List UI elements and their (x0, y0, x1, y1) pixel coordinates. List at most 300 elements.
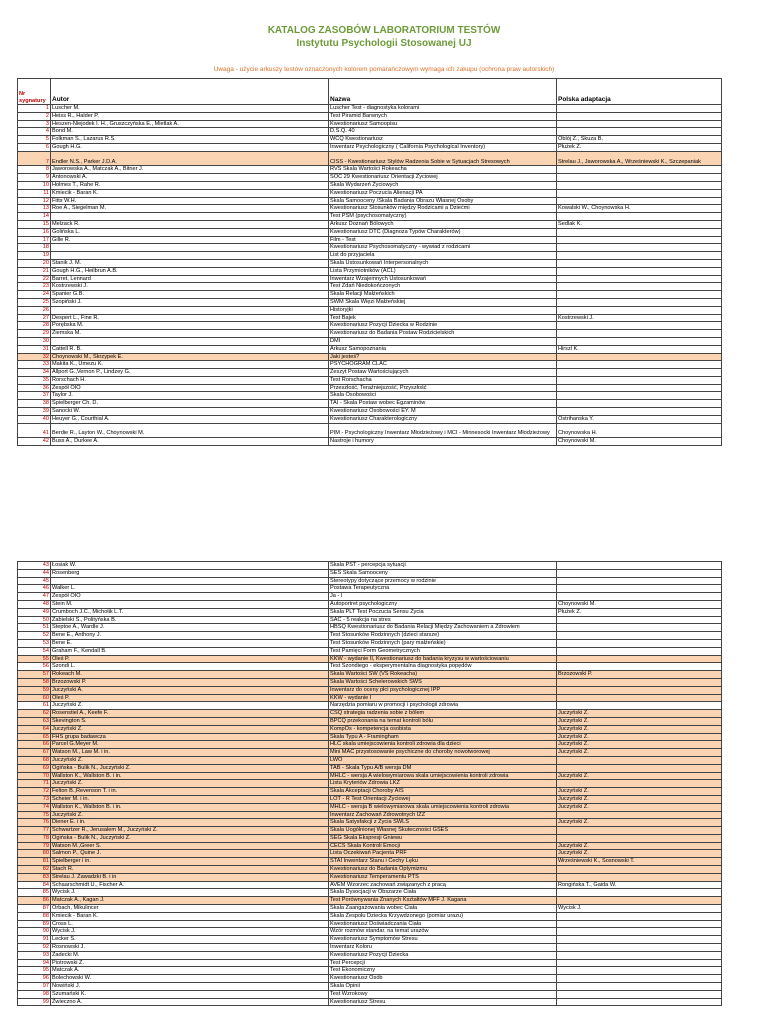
cell-polish-adaptation (557, 889, 722, 897)
cell-author: Bolechowski W. (51, 975, 329, 983)
cell-number: 96 (18, 975, 51, 983)
cell-name: Test Percepcji (329, 959, 557, 967)
cell-name: LWO (329, 756, 557, 764)
table-row (18, 959, 722, 967)
cell-name: Test PSM (psychosomatyczny) (329, 213, 557, 221)
cell-name: Skala Satysfakcji z Życia SWLS (329, 819, 557, 827)
cell-polish-adaptation: Juczyński Z. (557, 733, 722, 741)
cell-polish-adaptation (557, 663, 722, 671)
cell-name: Narzędzia pomiaru w promocji i psychologii zdrowia (329, 702, 557, 710)
table-row (18, 267, 722, 275)
cell-name: Inwentarz Koloru (329, 944, 557, 952)
cell-number: 37 (18, 392, 51, 400)
cell-number: 75 (18, 811, 51, 819)
cell-author: Rosenberg (51, 569, 329, 577)
cell-author: Skevington S. (51, 717, 329, 725)
cell-polish-adaptation (557, 392, 722, 400)
cell-polish-adaptation (557, 990, 722, 998)
cell-name: Inwentarz Psychologiczny ( California Psychological Inventory) (329, 143, 557, 151)
cell-author: Zwieczno A. (51, 998, 329, 1006)
cell-name: Inwentarz Wzajemnych Ustosunkowań (329, 275, 557, 283)
cell-number: 59 (18, 686, 51, 694)
cell-number: 94 (18, 959, 51, 967)
table-row (18, 990, 722, 998)
cell-number: 1 (18, 105, 51, 113)
cell-number: 3 (18, 120, 51, 128)
cell-name: Lista Przymiotników (ACL) (329, 267, 557, 275)
table-row (18, 733, 722, 741)
cell-author: Gough H.G., Heilbrun A.B. (51, 267, 329, 275)
cell-polish-adaptation (557, 897, 722, 905)
cell-polish-adaptation (557, 408, 722, 416)
cell-number: 15 (18, 220, 51, 228)
cell-number: 58 (18, 678, 51, 686)
cell-name: Jaki jesteś? (329, 353, 557, 361)
cell-number: 89 (18, 920, 51, 928)
cell-number: 86 (18, 897, 51, 905)
cell-name: Test Ekonomiczny (329, 967, 557, 975)
cell-author (51, 337, 329, 345)
cell-polish-adaptation: Choynowska H. (557, 423, 722, 438)
cell-name: LOT - R Test Orientacji Życiowej (329, 795, 557, 803)
table-row (18, 663, 722, 671)
cell-name: BPCQ przekonania na temat kontroli bólu (329, 717, 557, 725)
cell-name: TAI - Skala Postaw wobec Egzaminów (329, 400, 557, 408)
table-row (18, 291, 722, 299)
cell-polish-adaptation (557, 353, 722, 361)
cell-polish-adaptation: Sedlak K. (557, 220, 722, 228)
table-row (18, 686, 722, 694)
cell-polish-adaptation (557, 275, 722, 283)
table-row (18, 850, 722, 858)
cell-polish-adaptation (557, 181, 722, 189)
cell-number: 73 (18, 795, 51, 803)
cell-name: Skala Relacji Małżeńskich (329, 291, 557, 299)
cell-author: Orbach, Mikulincer (51, 905, 329, 913)
cell-name: HLC skala umiejscowienia kontroli zdrowia dla dzieci (329, 741, 557, 749)
cell-author: Juczyński Z. (51, 780, 329, 788)
cell-author: Barret, Lennard (51, 275, 329, 283)
cell-name: PIM - Psychologiczny Inwentarz Młodzieżowy i MCI - Minnesocki Inwentarz Młodzieżowy (329, 423, 557, 438)
cell-name: PSYCHOGRAM CLAC (329, 361, 557, 369)
cell-polish-adaptation: Wycisk J. (557, 905, 722, 913)
cell-author: Bond M. (51, 128, 329, 136)
cell-name: Kwestionariusz DTC (Diagnoza Typów Charakterów) (329, 228, 557, 236)
table-row (18, 897, 722, 905)
catalog-table-part1 (17, 78, 722, 446)
table-row (18, 803, 722, 811)
cell-author: Steptoe A., Wardle J. (51, 624, 329, 632)
cell-author: Juczyński A. (51, 686, 329, 694)
cell-number: 54 (18, 647, 51, 655)
cell-name: Skala Samooceny /Skala Badania Obrazu Własnej Osoby (329, 197, 557, 205)
table-row (18, 244, 722, 252)
cell-name: SAC - 5 reakcja na stres (329, 616, 557, 624)
cell-author: Wallston K., Wallston B. i in. (51, 772, 329, 780)
cell-author: Zadecki M. (51, 951, 329, 959)
cell-name: Test Wzrokowy (329, 990, 557, 998)
cell-author: Rokeach M. (51, 671, 329, 679)
cell-name: Zeszyt Postaw Wartościujących (329, 369, 557, 377)
cell-name: Test Pamięci Form Geometrycznych (329, 647, 557, 655)
cell-polish-adaptation: Juczyński Z. (557, 819, 722, 827)
cell-name: Skala Zespołu Dziecka Krzywdzonego (pomiar urazu) (329, 912, 557, 920)
table-row (18, 181, 722, 189)
cell-name: WCQ Kwestionariusz (329, 136, 557, 144)
table-body-part1 (18, 105, 722, 446)
table-row (18, 827, 722, 835)
cell-number: 50 (18, 616, 51, 624)
table-row (18, 361, 722, 369)
cell-author: Porębska M. (51, 322, 329, 330)
column-header-name: Nazwa (329, 79, 557, 105)
cell-number: 83 (18, 873, 51, 881)
cell-polish-adaptation (557, 983, 722, 991)
cell-author: Matczak A. (51, 967, 329, 975)
cell-number: 5 (18, 136, 51, 144)
cell-number: 9 (18, 174, 51, 182)
cell-polish-adaptation (557, 702, 722, 710)
column-header-polish-adaptation: Polska adaptacja (557, 79, 722, 105)
cell-author: Ogińska - Bulik N., Juczyński Z. (51, 834, 329, 842)
column-header-number: Nr sygnatury (18, 79, 51, 105)
cell-polish-adaptation (557, 827, 722, 835)
cell-polish-adaptation (557, 291, 722, 299)
cell-polish-adaptation (557, 873, 722, 881)
cell-name: Kwestionariusz Charakterologiczny (329, 415, 557, 423)
cell-polish-adaptation: Płużek Z. (557, 143, 722, 151)
cell-number: 68 (18, 756, 51, 764)
cell-author: Choynowski M., Skrzypek E. (51, 353, 329, 361)
table-row (18, 905, 722, 913)
table-row (18, 873, 722, 881)
cell-polish-adaptation (557, 112, 722, 120)
cell-number: 62 (18, 710, 51, 718)
cell-name: Autoportret psychologiczny (329, 600, 557, 608)
cell-name: Kwestionariusz Stresu (329, 998, 557, 1006)
table-row (18, 912, 722, 920)
cell-name: SES Skala Samooceny (329, 569, 557, 577)
cell-number: 60 (18, 694, 51, 702)
cell-author: Kostrzewski J. (51, 283, 329, 291)
cell-name: Lista Kryteriów Zdrowia LKZ (329, 780, 557, 788)
cell-author: Folkman S., Lazarus R.S. (51, 136, 329, 144)
cell-name: KompOs - kompetencja osobista (329, 725, 557, 733)
cell-name: Skala Uogólnionej Własnej Skuteczności GSES (329, 827, 557, 835)
cell-number: 77 (18, 827, 51, 835)
table-row (18, 189, 722, 197)
cell-number: 85 (18, 889, 51, 897)
cell-number: 16 (18, 228, 51, 236)
cell-number: 24 (18, 291, 51, 299)
cell-name: Skala Osobowości (329, 392, 557, 400)
cell-name: Postawa Terapeutyczna (329, 585, 557, 593)
cell-number: 67 (18, 749, 51, 757)
cell-author: Felton B.,Revenson T. i in. (51, 788, 329, 796)
cell-name: Inwentarz do oceny płci psychologicznej IPP (329, 686, 557, 694)
cell-polish-adaptation (557, 376, 722, 384)
cell-name: Kwestionariusz Samoopisu (329, 120, 557, 128)
table-row (18, 228, 722, 236)
table-row (18, 275, 722, 283)
cell-name: Skala Typu A - Framingham (329, 733, 557, 741)
cell-author: Juczyński Z. (51, 811, 329, 819)
cell-name: AVEM Wzorzec zachowań związanych z pracą (329, 881, 557, 889)
cell-polish-adaptation (557, 120, 722, 128)
cell-author: Spielberger Ch. D. (51, 400, 329, 408)
table-row (18, 764, 722, 772)
cell-author: Rosnowski J. (51, 944, 329, 952)
cell-number: 34 (18, 369, 51, 377)
cell-polish-adaptation (557, 866, 722, 874)
cell-number: 40 (18, 415, 51, 423)
cell-number: 38 (18, 400, 51, 408)
cell-polish-adaptation (557, 252, 722, 260)
table-row (18, 166, 722, 174)
cell-author: Oleś P. (51, 655, 329, 663)
table-row (18, 298, 722, 306)
cell-author: Heuyer G., Courthial A. (51, 415, 329, 423)
cell-polish-adaptation (557, 213, 722, 221)
cell-polish-adaptation (557, 228, 722, 236)
cell-polish-adaptation: Juczyński Z. (557, 725, 722, 733)
cell-author: Schwartzer R., Jerusalem M., Juczyński Z. (51, 827, 329, 835)
cell-polish-adaptation: Juczyński Z. (557, 710, 722, 718)
cell-number: 36 (18, 384, 51, 392)
cell-polish-adaptation: Strelau J., Jaworowska A., Wrześniewski K., Szczepaniak (557, 151, 722, 166)
cell-number: 44 (18, 569, 51, 577)
cell-name: Test Piramid Barwnych (329, 112, 557, 120)
table-row (18, 951, 722, 959)
table-row (18, 376, 722, 384)
table-row (18, 866, 722, 874)
cell-name: Skala Ustosunkowań Interpersonalnych (329, 259, 557, 267)
cell-number: 11 (18, 189, 51, 197)
cell-name: Test Porównywania Znanych Kształtów MFF J. Kagana (329, 897, 557, 905)
cell-author: Despert L., Fine R. (51, 314, 329, 322)
cell-polish-adaptation (557, 306, 722, 314)
cell-name: Test Szondiego - eksperymentalna diagnostyka popędów (329, 663, 557, 671)
cell-polish-adaptation: Kostrzewski J. (557, 314, 722, 322)
table-row (18, 780, 722, 788)
cell-polish-adaptation: Juczyński Z. (557, 803, 722, 811)
cell-author: Stach R. (51, 866, 329, 874)
cell-name: Test Rorschacha (329, 376, 557, 384)
cell-name: Przeszłość, Teraźniejszość, Przyszłość (329, 384, 557, 392)
cell-number: 56 (18, 663, 51, 671)
cell-polish-adaptation: Juczyński Z. (557, 788, 722, 796)
cell-author: Spanier G.B. (51, 291, 329, 299)
cell-polish-adaptation: Juczyński Z. (557, 717, 722, 725)
cell-polish-adaptation (557, 585, 722, 593)
table-row (18, 128, 722, 136)
cell-number: 43 (18, 562, 51, 570)
table-row (18, 717, 722, 725)
table-body-part2 (18, 562, 722, 1006)
table-row (18, 345, 722, 353)
cell-name: Historyjki (329, 306, 557, 314)
cell-author: Luscher M. (51, 105, 329, 113)
cell-author: Strelau J. Zawadzki B. i in (51, 873, 329, 881)
cell-name: Kwestionariusz Pozycji Dziecka w Rodzinie (329, 322, 557, 330)
cell-name: Test Zdań Niedokończonych (329, 283, 557, 291)
cell-author: Kmiecik - Baran K. (51, 912, 329, 920)
cell-polish-adaptation (557, 128, 722, 136)
cell-number: 35 (18, 376, 51, 384)
table-row (18, 632, 722, 640)
cell-number: 25 (18, 298, 51, 306)
cell-author: Juczyński Z. (51, 702, 329, 710)
table-row (18, 749, 722, 757)
cell-number: 32 (18, 353, 51, 361)
cell-author: Ogińska - Bulik N., Juczyński Z. (51, 764, 329, 772)
cell-author: Piotrowski Z. (51, 959, 329, 967)
cell-name: Skala Wartości SW (VS Rokeacha) (329, 671, 557, 679)
cell-author: Watson M., Law M. i in. (51, 749, 329, 757)
cell-polish-adaptation (557, 975, 722, 983)
table-row (18, 384, 722, 392)
cell-polish-adaptation: Hirszl K. (557, 345, 722, 353)
table-row (18, 694, 722, 702)
cell-number: 17 (18, 236, 51, 244)
cell-author: Buss A., Durkee A. (51, 438, 329, 446)
table-row (18, 593, 722, 601)
cell-number: 49 (18, 608, 51, 616)
cell-author: Nowiński J. (51, 983, 329, 991)
cell-author: FHS grupa badawcza (51, 733, 329, 741)
cell-number: 97 (18, 983, 51, 991)
cell-polish-adaptation (557, 639, 722, 647)
cell-number: 10 (18, 181, 51, 189)
cell-number: 52 (18, 632, 51, 640)
table-row (18, 647, 722, 655)
cell-polish-adaptation (557, 686, 722, 694)
cell-author (51, 244, 329, 252)
catalog-subtitle: Instytutu Psychologii Stosowanej UJ (296, 38, 472, 49)
cell-name: SOC 29 Kwestionariusz Orientacji Życiowej (329, 174, 557, 182)
cell-name: SEG Skala Ekspresji Gniewu (329, 834, 557, 842)
cell-polish-adaptation: Juczyński Z. (557, 795, 722, 803)
cell-number: 7 (18, 151, 51, 166)
copyright-notice: Uwaga - użycie arkuszy testów oznaczonych kolorem pomarańczowym wymaga ich zakupu (ochrona praw autorskich) (213, 66, 555, 73)
cell-number: 51 (18, 624, 51, 632)
table-row (18, 423, 722, 438)
cell-name: D.S.Q. 40 (329, 128, 557, 136)
cell-author: Spielberger i in. (51, 858, 329, 866)
cell-author: Wallston K., Wallston B. i in. (51, 803, 329, 811)
cell-polish-adaptation (557, 593, 722, 601)
table-row (18, 151, 722, 166)
cell-author: Wycisk J. (51, 889, 329, 897)
cell-name: Skala Opinii (329, 983, 557, 991)
cell-name: List do przyjaciela (329, 252, 557, 260)
cell-polish-adaptation (557, 834, 722, 842)
cell-number: 55 (18, 655, 51, 663)
cell-author: Fitts W.H. (51, 197, 329, 205)
cell-polish-adaptation (557, 678, 722, 686)
cell-polish-adaptation (557, 647, 722, 655)
cell-name: Kwestionariusz Temperamentu PTS (329, 873, 557, 881)
cell-polish-adaptation (557, 259, 722, 267)
cell-number: 53 (18, 639, 51, 647)
cell-polish-adaptation: Juczyński Z. (557, 749, 722, 757)
cell-polish-adaptation (557, 756, 722, 764)
table-row (18, 174, 722, 182)
cell-name: SWM Skala Więzi Małżeńskiej (329, 298, 557, 306)
table-row (18, 400, 722, 408)
cell-polish-adaptation (557, 330, 722, 338)
table-row (18, 624, 722, 632)
cell-author: Szondi L. (51, 663, 329, 671)
cell-polish-adaptation: Juczyński Z. (557, 850, 722, 858)
cell-name: Skala PLT Test Poczucia Sensu Życia (329, 608, 557, 616)
cell-author: Bene E. (51, 639, 329, 647)
table-row (18, 772, 722, 780)
cell-polish-adaptation (557, 694, 722, 702)
cell-name: Kwestionariusz Doświadczania Ciała (329, 920, 557, 928)
table-row (18, 741, 722, 749)
cell-author: Sanocki W. (51, 408, 329, 416)
cell-number: 20 (18, 259, 51, 267)
cell-name: Test Stosunków Rodzinnych (dzieci starsze) (329, 632, 557, 640)
table-row (18, 143, 722, 151)
table-row (18, 322, 722, 330)
cell-polish-adaptation (557, 624, 722, 632)
cell-number: 99 (18, 998, 51, 1006)
table-row (18, 842, 722, 850)
cell-polish-adaptation (557, 764, 722, 772)
table-row (18, 259, 722, 267)
table-row (18, 205, 722, 213)
cell-polish-adaptation (557, 337, 722, 345)
cell-polish-adaptation (557, 298, 722, 306)
cell-polish-adaptation (557, 244, 722, 252)
cell-author: Szopiński J. (51, 298, 329, 306)
table-row (18, 252, 722, 260)
cell-number: 47 (18, 593, 51, 601)
table-row (18, 213, 722, 221)
cell-polish-adaptation: Wrześniewski K., Sosnowski T. (557, 858, 722, 866)
cell-name: Skala Akceptacji Choroby AIS (329, 788, 557, 796)
table-row (18, 562, 722, 570)
cell-polish-adaptation (557, 920, 722, 928)
table-row (18, 834, 722, 842)
cell-name: CISS - Kwestionariusz Stylów Radzenia Sobie w Sytuacjach Stresowych (329, 151, 557, 166)
cell-author (51, 306, 329, 314)
cell-polish-adaptation (557, 384, 722, 392)
cell-name: Kwestionariusz do Badania Postaw Rodzicielskich (329, 330, 557, 338)
cell-name: Arkusz Samopoznania (329, 345, 557, 353)
cell-number: 23 (18, 283, 51, 291)
cell-number: 82 (18, 866, 51, 874)
cell-polish-adaptation: Oblój Ż., Skuza B. (557, 136, 722, 144)
cell-name: Skala Dysocjacji w Obszarze Ciała (329, 889, 557, 897)
cell-author: Bene E., Anthony J. (51, 632, 329, 640)
cell-name: Wzór rozmów standar. na temat urazów (329, 928, 557, 936)
cell-author: Stanik J. M. (51, 259, 329, 267)
table-row (18, 337, 722, 345)
cell-author: Kmiecik - Baran K. (51, 189, 329, 197)
cell-author: Jaworowska A., Matczak A., Bitner J. (51, 166, 329, 174)
cell-name: Lista Oczekiwań Pacjenta PRF (329, 850, 557, 858)
table-row (18, 671, 722, 679)
cell-number: 6 (18, 143, 51, 151)
cell-author: Watson M.,Greer S. (51, 842, 329, 850)
cell-name: Kwestionariusz Symptomów Stresu (329, 936, 557, 944)
cell-name: STAI Inwentarz Stanu i Cechy Lęku (329, 858, 557, 866)
cell-name: Ja - I (329, 593, 557, 601)
table-row (18, 881, 722, 889)
